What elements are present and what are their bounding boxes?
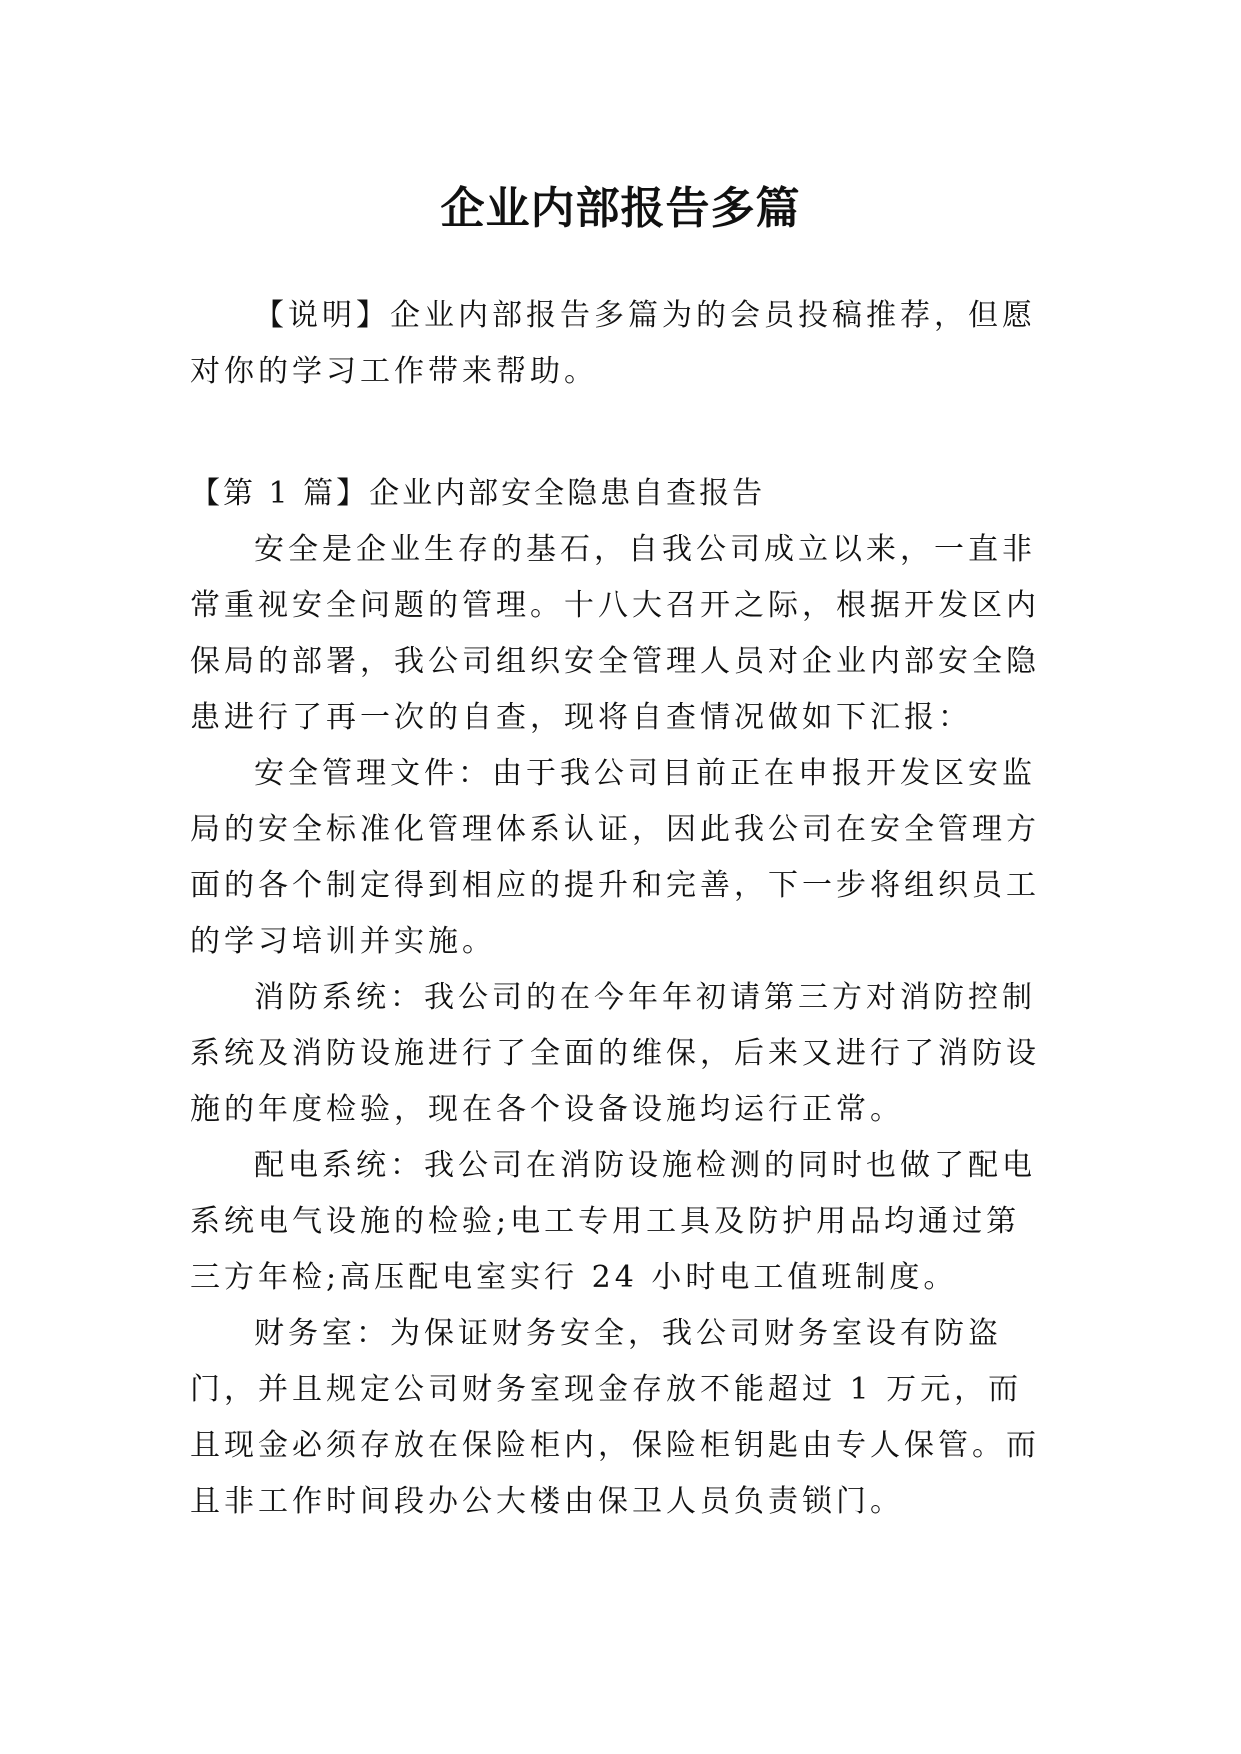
paragraph: 消防系统：我公司的在今年年初请第三方对消防控制系统及消防设施进行了全面的维保，后来又进行了消防设施的年度检验，现在各个设备设施均运行正常。 — [190, 980, 1040, 1127]
paragraph: 安全是企业生存的基石，自我公司成立以来，一直非常重视安全问题的管理。十八大召开之际，根据开发区内保局的部署，我公司组织安全管理人员对企业内部安全隐患进行了再一次的自查，现将自查情况做如下汇报： — [190, 532, 1040, 735]
paragraph: 财务室：为保证财务安全，我公司财务室设有防盗门，并且规定公司财务室现金存放不能超过 1 万元，而且现金必须存放在保险柜内，保险柜钥匙由专人保管。而且非工作时间段办公大楼由保卫人员负责锁门。 — [190, 1316, 1040, 1519]
intro-paragraph: 【说明】企业内部报告多篇为的会员投稿推荐，但愿对你的学习工作带来帮助。 — [190, 298, 1036, 389]
section-heading: 【第 1 篇】企业内部安全隐患自查报告 — [190, 476, 766, 511]
document-title: 企业内部报告多篇 — [440, 183, 801, 235]
paragraph: 配电系统：我公司在消防设施检测的同时也做了配电系统电气设施的检验;电工专用工具及防护用品均通过第三方年检;高压配电室实行 24 小时电工值班制度。 — [190, 1148, 1036, 1295]
paragraph: 安全管理文件：由于我公司目前正在申报开发区安监局的安全标准化管理体系认证，因此我公司在安全管理方面的各个制定得到相应的提升和完善，下一步将组织员工的学习培训并实施。 — [190, 756, 1040, 959]
